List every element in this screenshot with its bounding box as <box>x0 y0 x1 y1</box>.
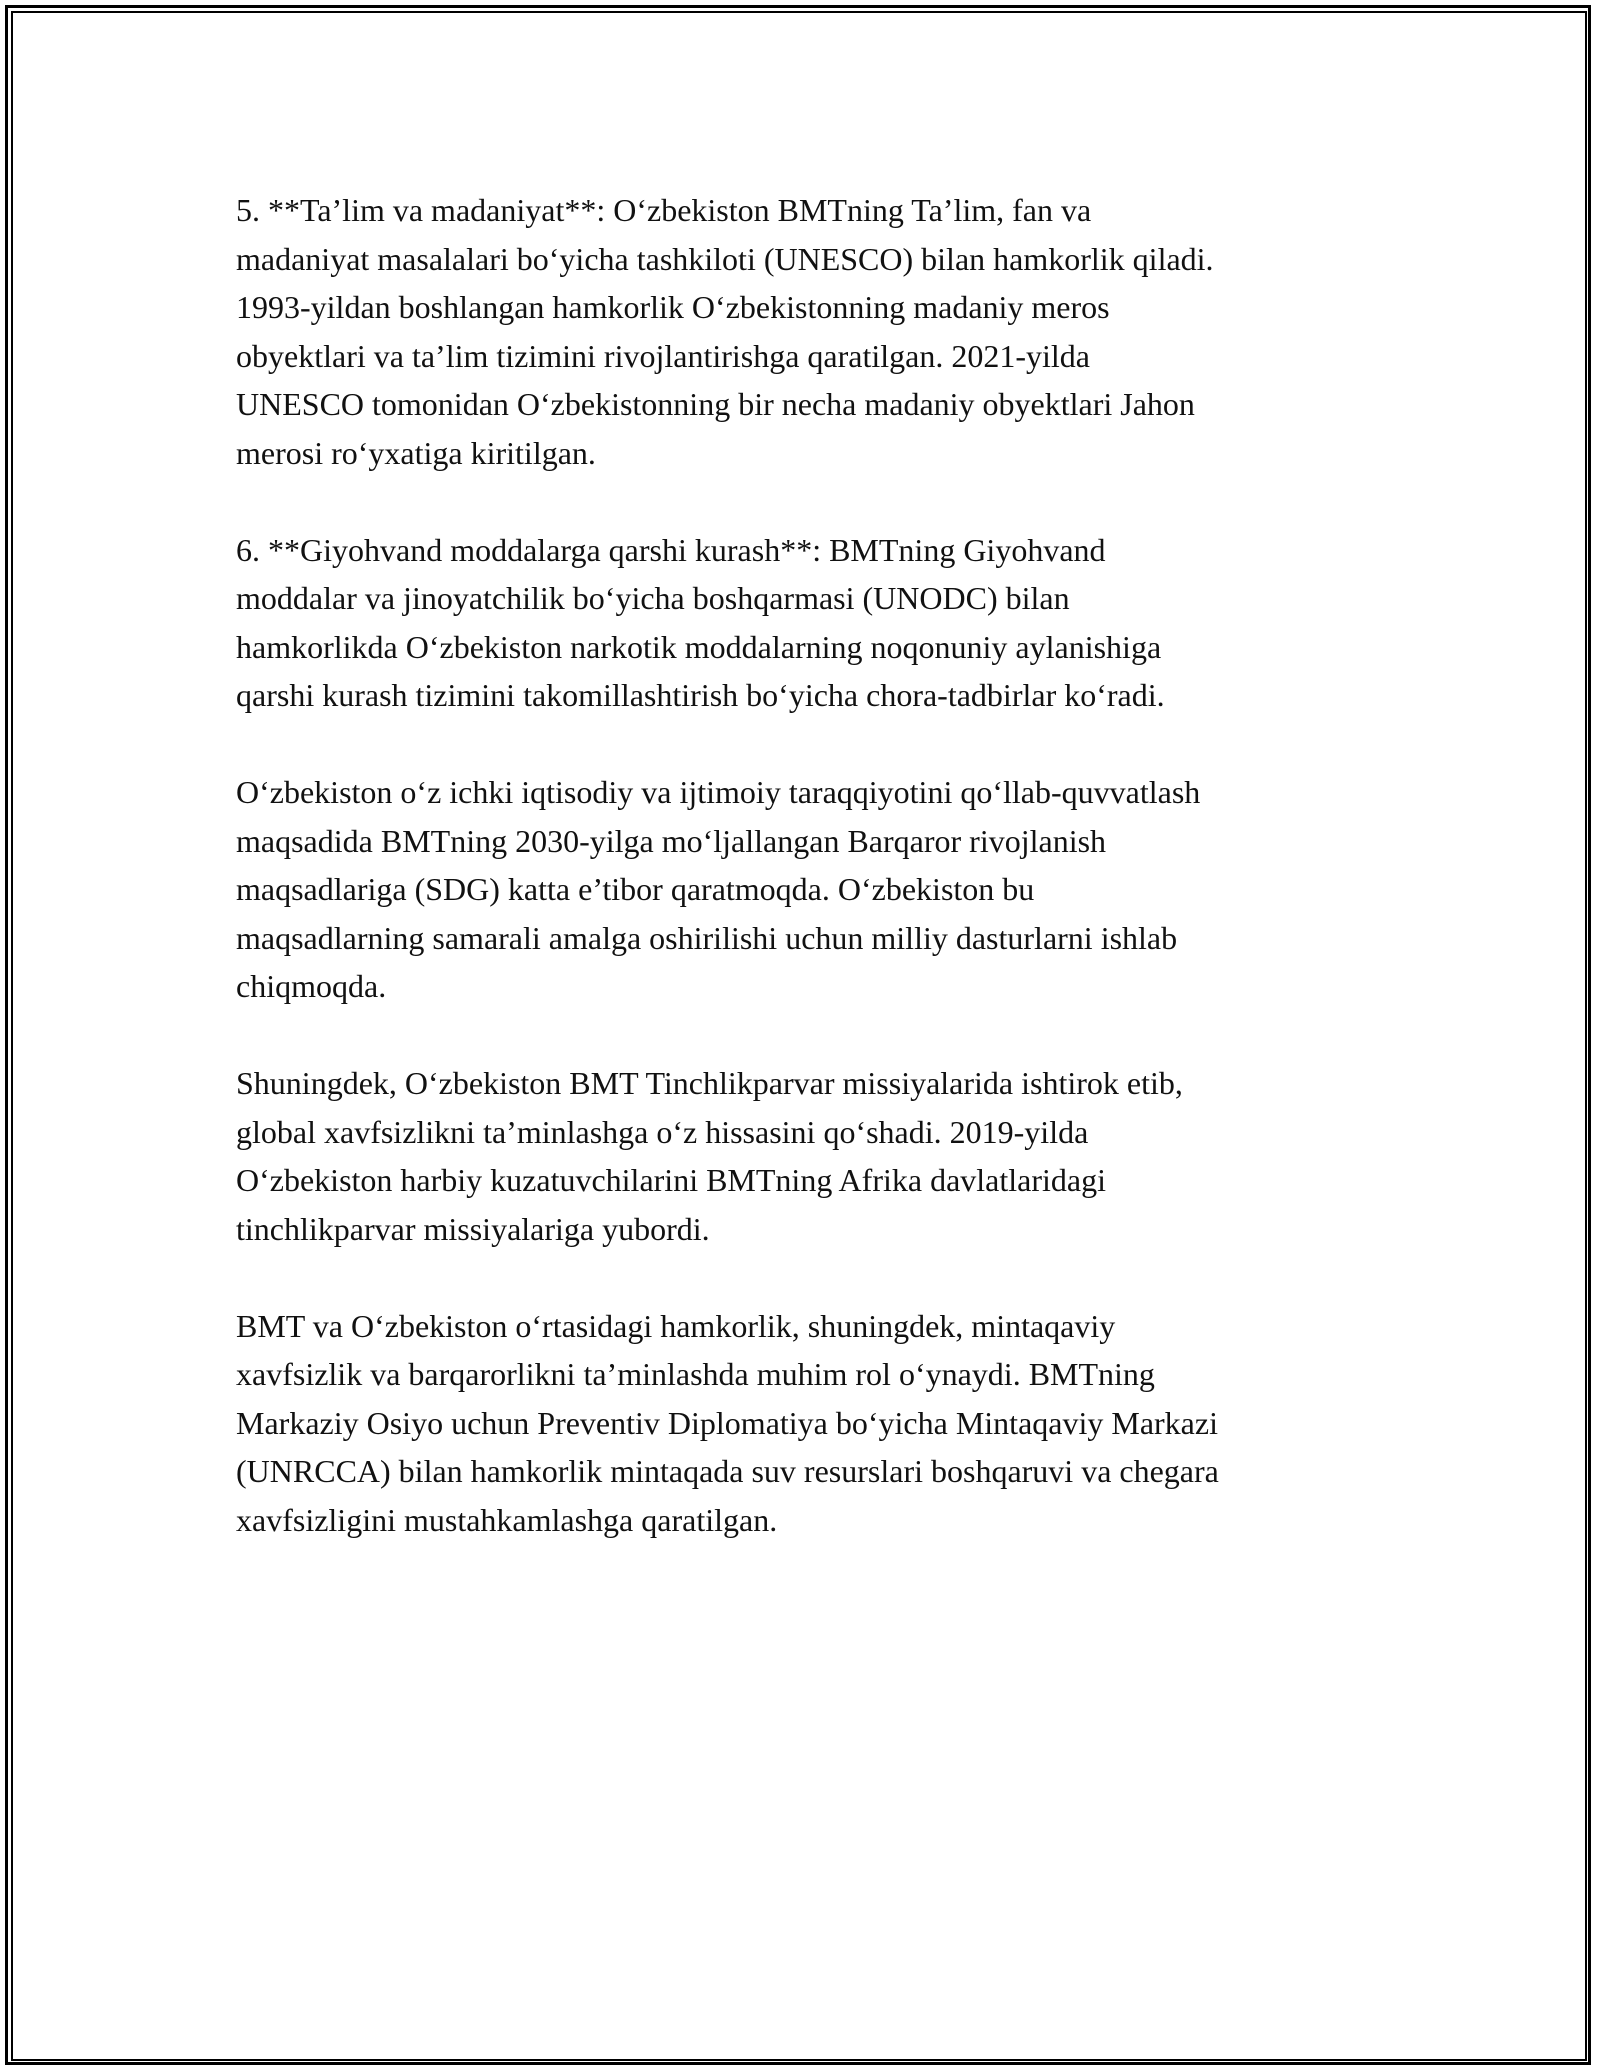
paragraph-regional-security: BMT va O‘zbekiston o‘rtasidagi hamkorlik, shuningdek, mintaqaviy xavfsizlik va barqarorlikni ta’minlashda muhim rol o‘ynaydi. BMTning Markaziy Osiyo uchun Preventiv Diplomatiya bo‘yicha Mintaqaviy Markazi (UNRCCA) bilan hamkorlik mintaqada suv resurslari boshqaruvi va chegara xavfsizligini mustahkamlashga qaratilgan. <box>236 1307 1219 1538</box>
paragraph-peacekeeping: Shuningdek, O‘zbekiston BMT Tinchlikparvar missiyalarida ishtirok etib, global xavfsizlikni ta’minlashga o‘z hissasini qo‘shadi. 2019-yilda O‘zbekiston harbiy kuzatuvchilarini BMTning Afrika davlatlaridagi tinchlikparvar missiyalariga yubordi. <box>236 1065 1183 1247</box>
paragraph-education-culture: 5. **Ta’lim va madaniyat**: O‘zbekiston BMTning Ta’lim, fan va madaniyat masalalari bo‘yicha tashkiloti (UNESCO) bilan hamkorlik qiladi. 1993-yildan boshlangan hamkorlik O‘zbekistonning madaniy meros obyektlari va ta’lim tizimini rivojlantirishga qaratilgan. 2021-yilda UNESCO tomonidan O‘zbekistonning bir necha madaniy obyektlari Jahon merosi ro‘yxatiga kiritilgan. <box>236 192 1214 471</box>
paragraph-sdg: O‘zbekiston o‘z ichki iqtisodiy va ijtimoiy taraqqiyotini qo‘llab-quvvatlash maqsadida BMTning 2030-yilga mo‘ljallangan Barqaror rivojlanish maqsadlariga (SDG) katta e’tibor qaratmoqda. O‘zbekiston bu maqsadlarning samarali amalga oshirilishi uchun milliy dasturlarni ishlab chiqmoqda. <box>236 774 1201 1004</box>
paragraph-drug-control: 6. **Giyohvand moddalarga qarshi kurash**: BMTning Giyohvand moddalar va jinoyatchilik bo‘yicha boshqarmasi (UNODC) bilan hamkorlikda O‘zbekiston narkotik moddalarning noqonuniy aylanishiga qarshi kurash tizimini takomillashtirish bo‘yicha chora-tadbirlar ko‘radi. <box>236 531 1165 713</box>
document-body <box>236 186 1396 1593</box>
